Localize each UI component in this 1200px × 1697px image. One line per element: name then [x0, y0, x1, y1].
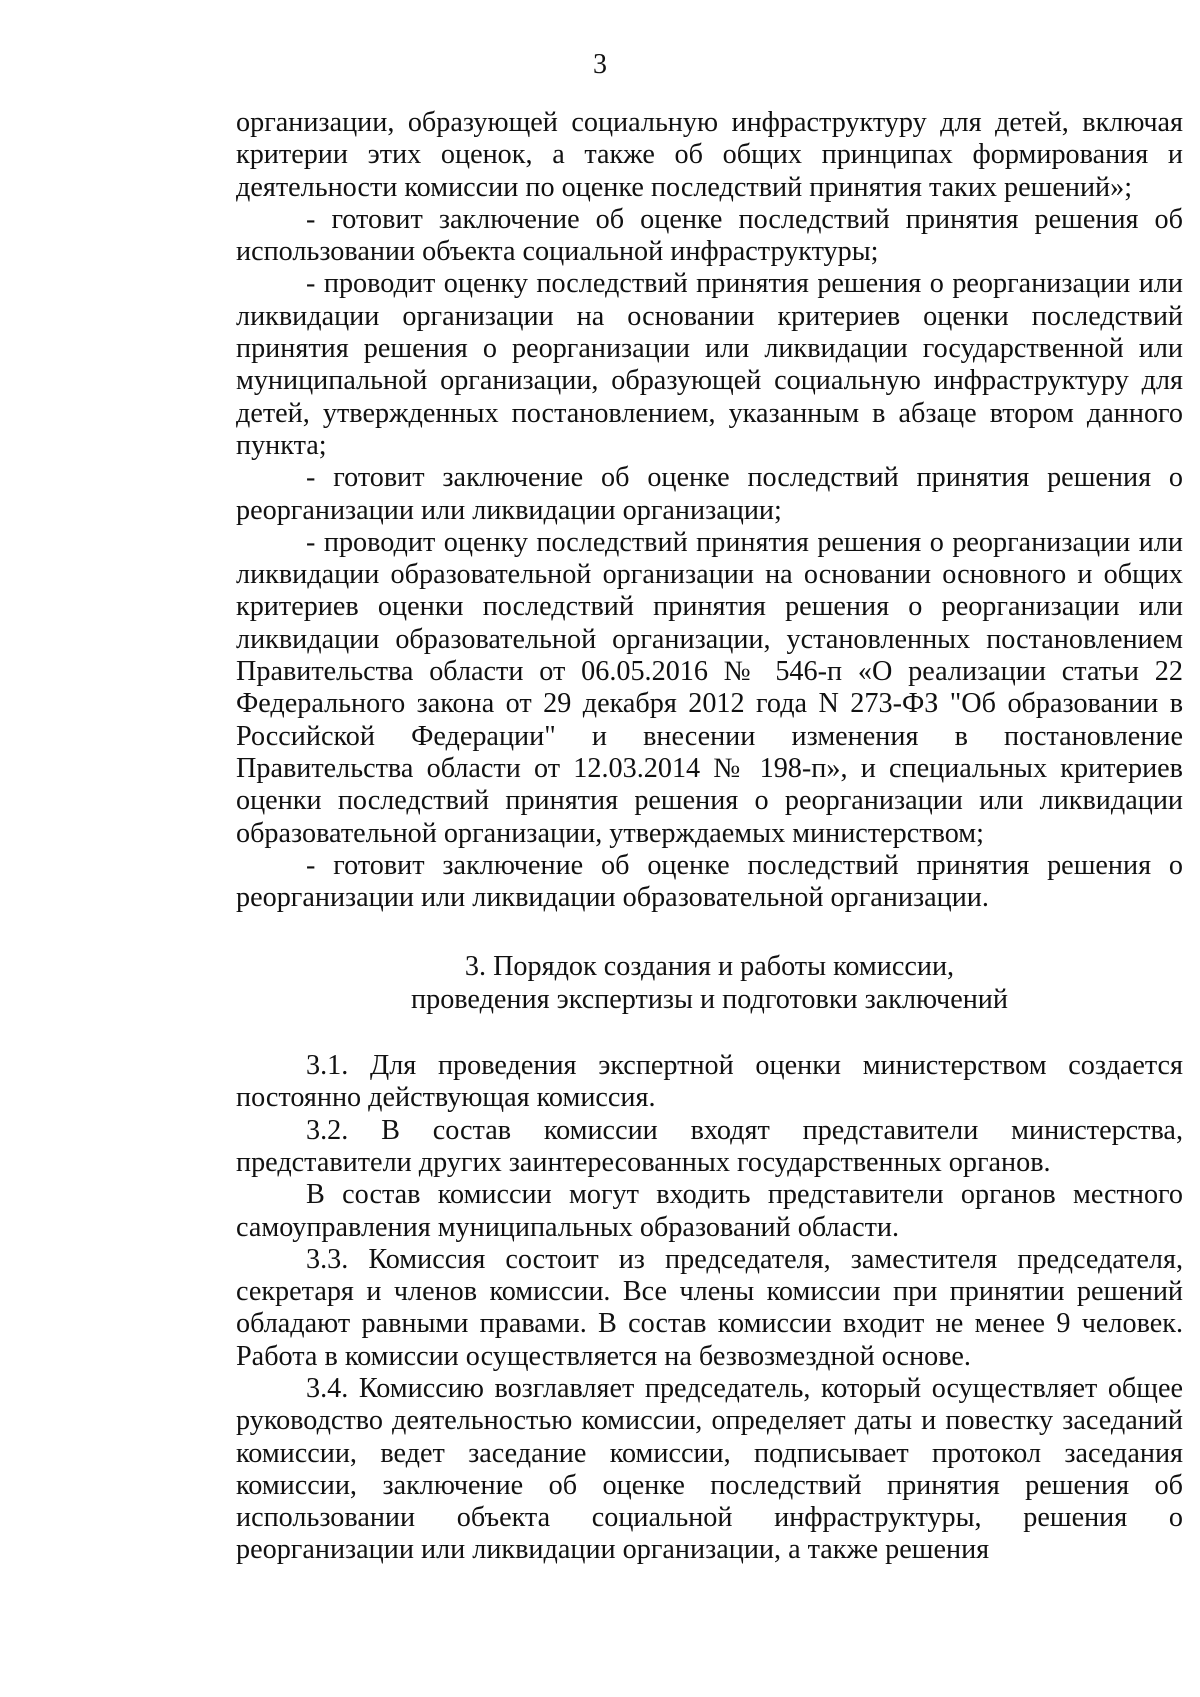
page-number: 3 [593, 49, 607, 80]
paragraph-clause: 3.1. Для проведения экспертной оценки министерством создается постоянно действующая комиссия. [236, 1050, 1183, 1114]
section-heading [236, 951, 1183, 1016]
paragraph-bullet: - проводит оценку последствий принятия решения о реорганизации или ликвидации образовательной организации на основании основного и общих критериев оценки последствий принятия решения о реорганизации или ликвидации образовательной организации, установленных постановлением Правительства области от 06.05.2016 № 546-п «О реализации статьи 22 Федерального закона от 29 декабря 2012 года N 273-ФЗ "Об образовании в Российской Федерации" и внесении изменения в постановление Правительства области от 12.03.2014 № 198-п», и специальных критериев оценки последствий принятия решения о реорганизации или ликвидации образовательной организации, утверждаемых министерством; [236, 526, 1183, 849]
paragraph-bullet: - готовит заключение об оценке последствий принятия решения о реорганизации или ликвидации организации; [236, 462, 1183, 526]
paragraph-bullet: - готовит заключение об оценке последствий принятия решения о реорганизации или ликвидации образовательной организации. [236, 849, 1183, 914]
document-body [236, 107, 1183, 1567]
section-heading-line2: проведения экспертизы и подготовки заключений [411, 983, 1008, 1015]
paragraph-clause: В состав комиссии могут входить представители органов местного самоуправления муниципальных образований области. [236, 1179, 1183, 1243]
paragraph-clause: 3.4. Комиссию возглавляет председатель, который осуществляет общее руководство деятельностью комиссии, определяет даты и повестку заседаний комиссии, ведет заседание комиссии, подписывает протокол заседания комиссии, заключение об оценке последствий принятия решения об использовании объекта социальной инфраструктуры, решения о реорганизации или ликвидации организации, а также решения [236, 1372, 1183, 1566]
paragraph-clause: 3.3. Комиссия состоит из председателя, заместителя председателя, секретаря и членов комиссии. Все члены комиссии при принятии решений обладают равными правами. В состав комиссии входит не менее 9 человек. Работа в комиссии осуществляется на безвозмездной основе. [236, 1243, 1183, 1372]
section-heading-line1: 3. Порядок создания и работы комиссии, [464, 951, 955, 983]
paragraph-continuation: организации, образующей социальную инфраструктуру для детей, включая критерии этих оценок, а также об общих принципах формирования и деятельности комиссии по оценке последствий принятия таких решений»; [236, 107, 1183, 203]
paragraph-clause: 3.2. В состав комиссии входят представители министерства, представители других заинтересованных государственных органов. [236, 1114, 1183, 1178]
paragraph-bullet: - готовит заключение об оценке последствий принятия решения об использовании объекта социальной инфраструктуры; [236, 203, 1183, 268]
paragraph-bullet: - проводит оценку последствий принятия решения о реорганизации или ликвидации организации на основании критериев оценки последствий принятия решения о реорганизации или ликвидации государственной или муниципальной организации, образующей социальную инфраструктуру для детей, утвержденных постановлением, указанным в абзаце втором данного пункта; [236, 268, 1183, 461]
